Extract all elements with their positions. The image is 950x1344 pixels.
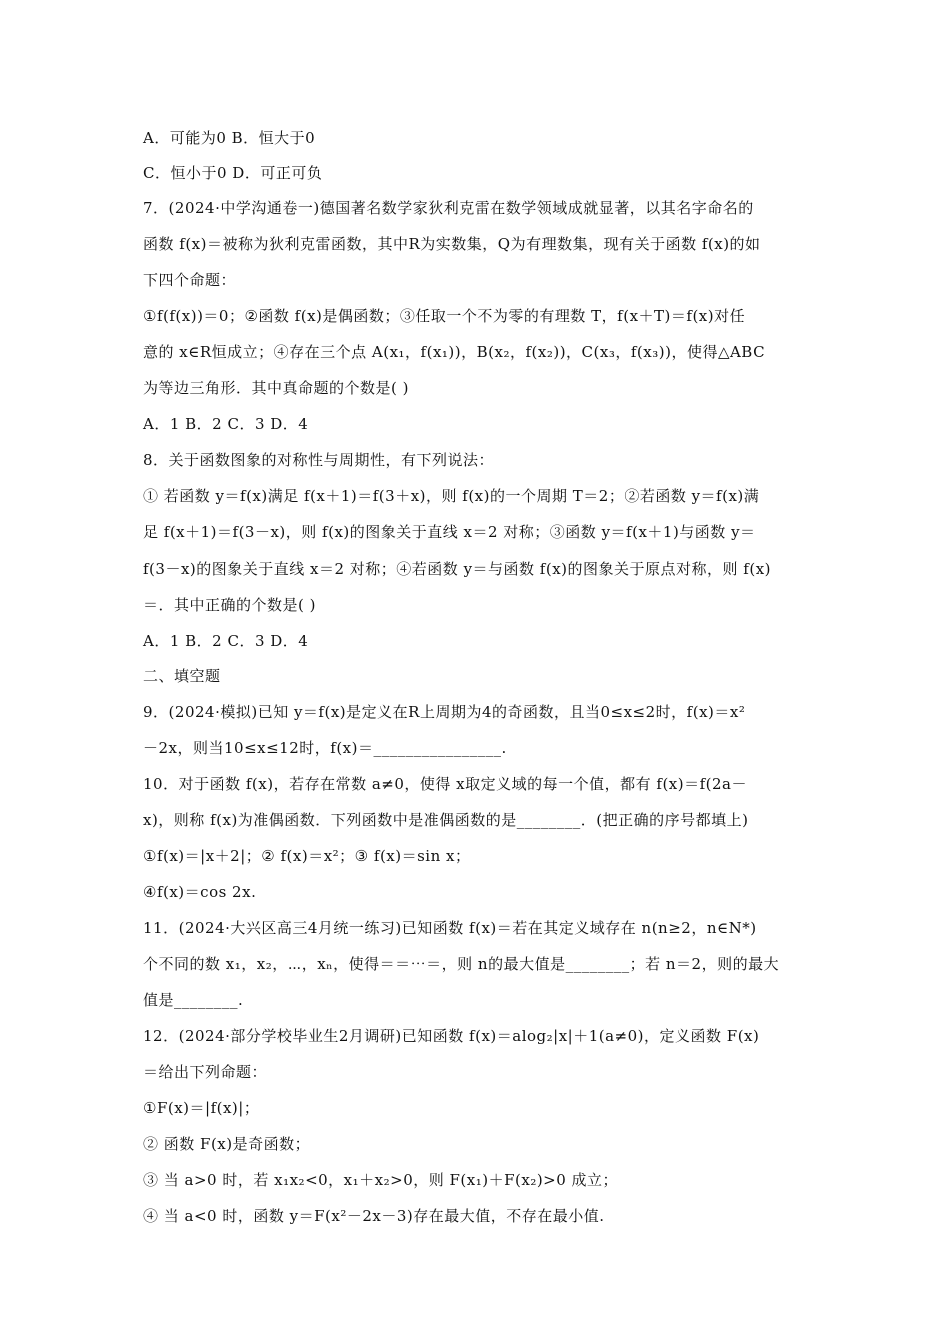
question-8-line-4: f(3－x)的图象关于直线 x＝2 对称；④若函数 y＝与函数 f(x)的图象关于原点对称，则 f(x): [143, 560, 772, 578]
question-10-line-3: ①f(x)＝|x＋2|；② f(x)＝x²；③ f(x)＝sin x；: [143, 847, 471, 865]
question-7-line-5: 意的 x∈R恒成立；④存在三个点 A(x₁，f(x₁))，B(x₂，f(x₂))，C(x₃，f(x₃))，使得△ABC: [143, 343, 766, 361]
question-12-line-2: ＝给出下列命题：: [143, 1063, 268, 1081]
question-10-line-2: x)，则称 f(x)为准偶函数．下列函数中是准偶函数的是________．(把正确的序号都填上): [143, 811, 749, 829]
section-heading: 二、填空题: [143, 667, 221, 685]
question-8-line-5: ＝．其中正确的个数是( ): [143, 596, 316, 614]
question-10-line-4: ④f(x)＝cos 2x.: [143, 883, 257, 901]
question-11-line-2: 个不同的数 x₁，x₂，⋯，xₙ，使得＝＝⋯＝，则 n的最大值是________；若 n＝2，则的最大: [143, 955, 780, 973]
question-7-line-2: 函数 f(x)＝被称为狄利克雷函数，其中R为实数集，Q为有理数集，现有关于函数 f(x)的如: [143, 235, 761, 253]
option-line-6cd: C．恒小于0 D．可正可负: [143, 164, 323, 182]
question-7-options: A．1 B．2 C．3 D．4: [143, 415, 309, 433]
question-7-line-1: 7．(2024·中学沟通卷一)德国著名数学家狄利克雷在数学领域成就显著，以其名字命名的: [143, 199, 754, 217]
question-8-line-2: ① 若函数 y＝f(x)满足 f(x＋1)＝f(3＋x)，则 f(x)的一个周期 T＝2；②若函数 y＝f(x)满: [143, 487, 760, 505]
question-8-options: A．1 B．2 C．3 D．4: [143, 632, 309, 650]
question-12-line-4: ② 函数 F(x)是奇函数；: [143, 1135, 311, 1153]
question-7-line-4: ①f(f(x))＝0；②函数 f(x)是偶函数；③任取一个不为零的有理数 T，f(x＋T)＝f(x)对任: [143, 307, 746, 325]
question-12-line-5: ③ 当 a>0 时，若 x₁x₂<0，x₁＋x₂>0，则 F(x₁)＋F(x₂)>0 成立；: [143, 1171, 619, 1189]
question-7-line-6: 为等边三角形．其中真命题的个数是( ): [143, 379, 409, 397]
question-12-line-6: ④ 当 a<0 时，函数 y＝F(x²－2x－3)存在最大值，不存在最小值.: [143, 1207, 605, 1225]
question-9-line-2: －2x，则当10≤x≤12时，f(x)＝________________.: [143, 739, 507, 757]
option-line-6ab: A．可能为0 B．恒大于0: [143, 129, 316, 147]
question-7-line-3: 下四个命题：: [143, 271, 237, 289]
question-11-line-3: 值是________.: [143, 991, 244, 1009]
question-10-line-1: 10．对于函数 f(x)，若存在常数 a≠0，使得 x取定义域的每一个值，都有 f(x)＝f(2a－: [143, 775, 747, 793]
question-8-line-3: 足 f(x＋1)＝f(3－x)，则 f(x)的图象关于直线 x＝2 对称；③函数 y＝f(x＋1)与函数 y＝: [143, 523, 756, 541]
question-12-line-1: 12．(2024·部分学校毕业生2月调研)已知函数 f(x)＝alog₂|x|＋1(a≠0)，定义函数 F(x): [143, 1027, 760, 1045]
question-12-line-3: ①F(x)＝|f(x)|；: [143, 1099, 260, 1117]
question-8-line-1: 8．关于函数图象的对称性与周期性，有下列说法：: [143, 451, 495, 469]
question-11-line-1: 11．(2024·大兴区高三4月统一练习)已知函数 f(x)＝若在其定义域存在 n(n≥2，n∈N*): [143, 919, 757, 937]
question-9-line-1: 9．(2024·模拟)已知 y＝f(x)是定义在R上周期为4的奇函数，且当0≤x≤2时，f(x)＝x²: [143, 703, 746, 721]
